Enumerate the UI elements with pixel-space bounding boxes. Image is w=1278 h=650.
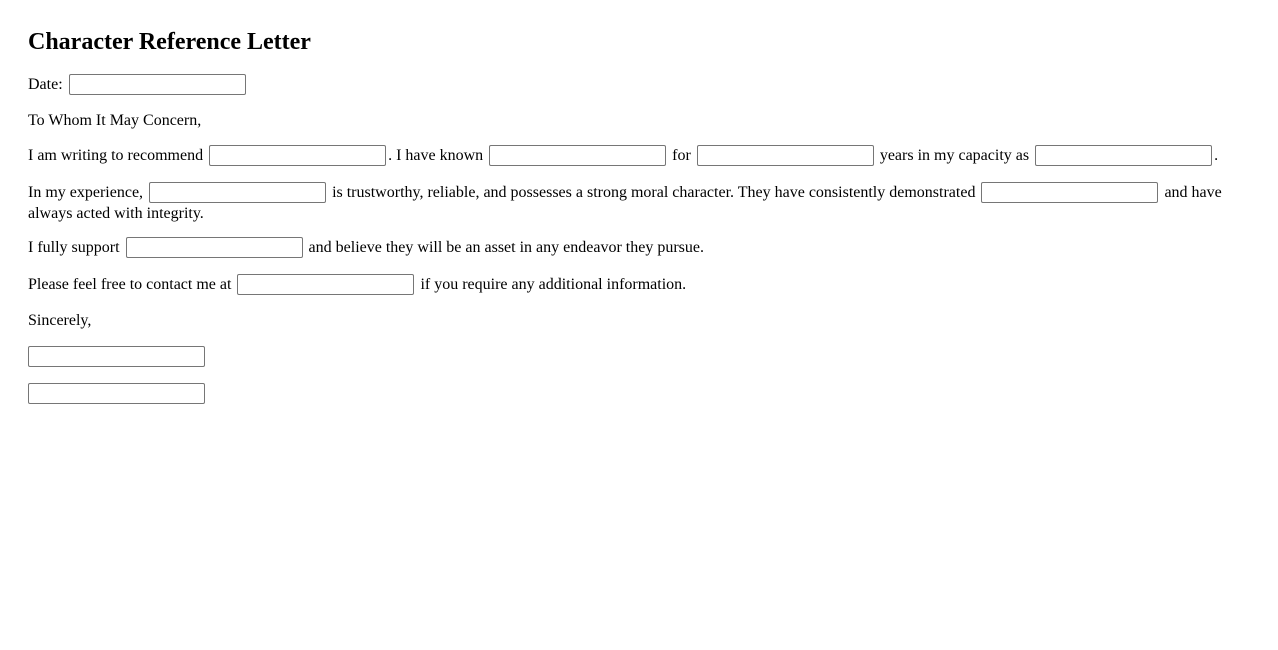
experience-text-2: is trustworthy, reliable, and possesses a strong moral character. They have consistently demonstrated	[332, 184, 976, 202]
recommend-text-5: .	[1214, 147, 1219, 165]
years-known-input[interactable]	[697, 145, 874, 166]
contact-text-1: Please feel free to contact me at	[28, 276, 232, 294]
experience-text-3: and have always acted with integrity.	[28, 184, 1222, 222]
recommend-text-1: I am writing to recommend	[28, 147, 204, 165]
support-text-1: I fully support	[28, 239, 120, 257]
support-text-2: and believe they will be an asset in any endeavor they pursue.	[308, 239, 704, 257]
recommend-text-4: years in my capacity as	[879, 147, 1030, 165]
page-title: Character Reference Letter	[28, 29, 311, 55]
salutation: To Whom It May Concern,	[28, 112, 202, 129]
signature-title-line	[28, 383, 1250, 404]
experience-text-1: In my experience,	[28, 184, 144, 202]
signature-title-input[interactable]	[28, 383, 205, 404]
capacity-input[interactable]	[1035, 145, 1212, 166]
closing: Sincerely,	[28, 312, 92, 329]
experience-name-input[interactable]	[149, 182, 326, 203]
support-paragraph	[28, 238, 1250, 259]
experience-paragraph	[28, 183, 1250, 224]
signature-name-line	[28, 346, 1250, 367]
contact-text-2: if you require any additional information.	[420, 276, 687, 294]
contact-paragraph	[28, 275, 1250, 296]
contact-info-input[interactable]	[237, 274, 414, 295]
recommend-text-3: for	[672, 147, 691, 165]
signature-name-input[interactable]	[28, 346, 205, 367]
recommend-text-2: . I have known	[388, 147, 484, 165]
known-person-input[interactable]	[489, 145, 666, 166]
date-label: Date:	[28, 76, 63, 94]
candidate-name-input[interactable]	[209, 145, 386, 166]
quality-demonstrated-input[interactable]	[981, 182, 1158, 203]
date-input[interactable]	[69, 74, 246, 95]
support-name-input[interactable]	[126, 237, 303, 258]
recommend-paragraph	[28, 146, 1250, 167]
date-line	[28, 75, 1250, 96]
